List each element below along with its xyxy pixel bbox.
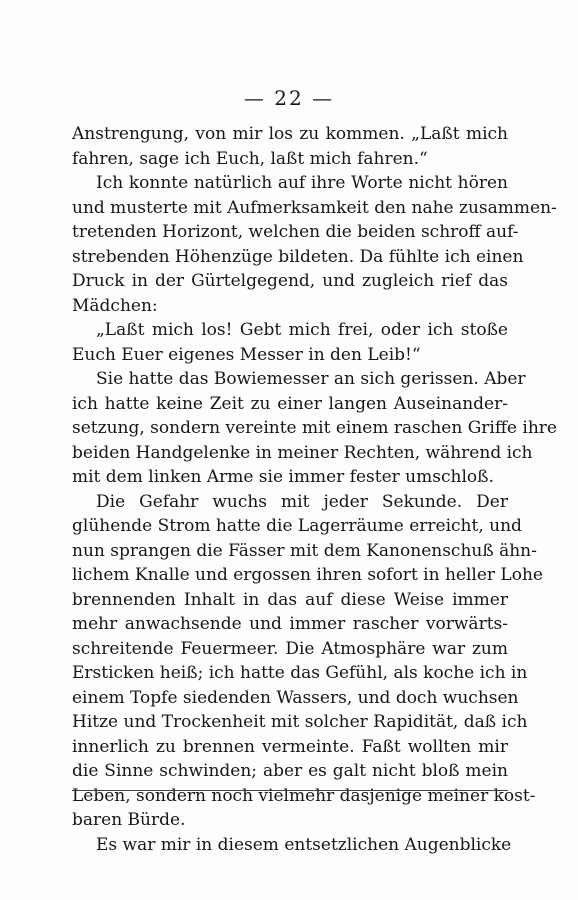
- text-line: Die Gefahr wuchs mit jeder Sekunde. Der: [96, 491, 508, 512]
- text-line: mehr anwachsende und immer rascher vorwärts-: [72, 614, 508, 634]
- body-text: [72, 122, 557, 857]
- text-line: einem Topfe siedenden Wassers, und doch wuchsen: [72, 687, 519, 708]
- text-line: Druck in der Gürtelgegend, und zugleich rief das: [72, 271, 508, 291]
- text-line: und musterte mit Aufmerksamkeit den nahe zusammen-: [72, 197, 557, 218]
- text-line: Anstrengung, von mir los zu kommen. „Laßt mich: [72, 124, 508, 144]
- text-line: lichem Knalle und ergossen ihren sofort in heller Lohe: [72, 565, 543, 585]
- text-line: nun sprangen die Fässer mit dem Kanonenschuß ähn-: [72, 540, 537, 561]
- text-line: Leben, sondern noch vielmehr dasjenige meiner kost-: [72, 785, 536, 806]
- pencil-underline-rule: [72, 790, 508, 791]
- text-line: baren Bürde.: [72, 810, 186, 830]
- text-line: Euch Euer eigenes Messer in den Leib!“: [72, 344, 421, 365]
- text-line: Mädchen:: [72, 295, 158, 316]
- text-line: Es war mir in diesem entsetzlichen Augenblicke: [96, 834, 512, 855]
- text-line: setzung, sondern vereinte mit einem raschen Griffe ihre: [72, 418, 557, 438]
- page-number: — 22 —: [243, 86, 335, 110]
- text-line: innerlich zu brennen vermeinte. Faßt wollten mir: [72, 736, 508, 757]
- text-line: die Sinne schwinden; aber es galt nicht bloß mein: [72, 761, 508, 781]
- text-line: ich hatte keine Zeit zu einer langen Auseinander-: [72, 393, 508, 414]
- text-line: beiden Handgelenke in meiner Rechten, während ich: [72, 442, 533, 463]
- text-line: Ersticken heiß; ich hatte das Gefühl, als koche ich in: [72, 663, 528, 683]
- text-line: brennenden Inhalt in das auf diese Weise immer: [72, 589, 508, 610]
- text-line: Ich konnte natürlich auf ihre Worte nicht hören: [96, 173, 508, 193]
- text-line: fahren, sage ich Euch, laßt mich fahren.“: [72, 148, 428, 169]
- text-line: tretenden Horizont, welchen die beiden schroff auf-: [72, 222, 519, 242]
- text-line: „Laßt mich los! Gebt mich frei, oder ich stoße: [96, 320, 508, 340]
- text-line: Hitze und Trockenheit mit solcher Rapidität, daß ich: [72, 712, 528, 732]
- text-line: schreitende Feuermeer. Die Atmosphäre war zum: [72, 638, 508, 659]
- text-line: glühende Strom hatte die Lagerräume erreicht, und: [72, 516, 522, 536]
- text-line: mit dem linken Arme sie immer fester umschloß.: [72, 467, 494, 487]
- text-line: Sie hatte das Bowiemesser an sich gerissen. Aber: [96, 369, 526, 389]
- text-line: strebenden Höhenzüge bildeten. Da fühlte ich einen: [72, 246, 524, 267]
